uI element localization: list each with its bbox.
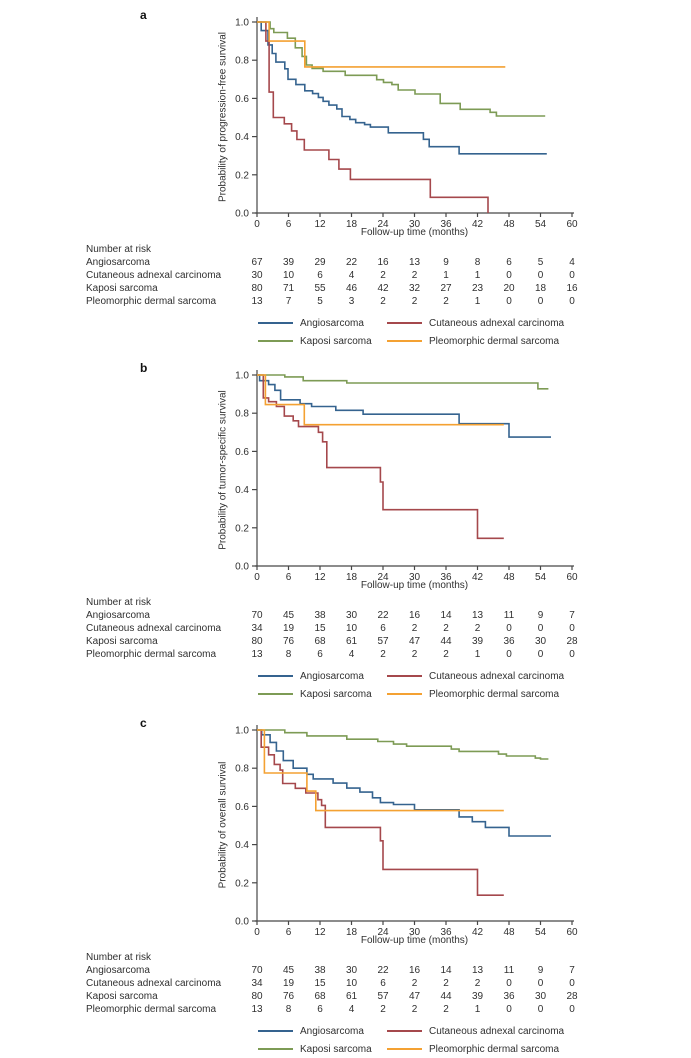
risk-row-label: Kaposi sarcoma (86, 283, 158, 294)
y-tick-label: 0.8 (235, 763, 249, 775)
risk-count: 6 (380, 623, 386, 634)
x-tick-label: 6 (285, 927, 292, 938)
risk-count: 1 (474, 296, 481, 307)
risk-count: 22 (345, 257, 358, 268)
legend-label: Pleomorphic dermal sarcoma (429, 1043, 560, 1055)
risk-row-label: Pleomorphic dermal sarcoma (86, 296, 217, 307)
x-tick-label: 42 (471, 219, 484, 230)
risk-count: 32 (408, 283, 421, 294)
risk-count: 14 (440, 965, 452, 976)
legend-label: Pleomorphic dermal sarcoma (429, 335, 560, 347)
legend-label: Pleomorphic dermal sarcoma (429, 688, 560, 700)
curve-pleomorphic-dermal-sarcoma (257, 730, 504, 811)
km-chart-b (0, 353, 691, 593)
panel-letter-c: c (140, 716, 147, 730)
legend-label: Angiosarcoma (300, 670, 364, 682)
risk-count: 6 (506, 257, 512, 268)
risk-count: 45 (282, 965, 295, 976)
legend-swatch-angiosarcoma (258, 322, 293, 324)
risk-count: 67 (251, 257, 263, 268)
x-tick-label: 48 (503, 572, 515, 583)
risk-count: 36 (503, 636, 515, 647)
risk-row-label: Cutaneous adnexal carcinoma (86, 978, 222, 989)
risk-count: 0 (569, 1004, 575, 1015)
risk-count: 4 (348, 649, 355, 660)
legend-item-angiosarcoma (258, 669, 364, 683)
risk-count: 19 (282, 978, 295, 989)
curve-angiosarcoma (257, 730, 551, 836)
risk-count: 28 (566, 991, 578, 1002)
x-tick-label: 6 (285, 572, 292, 583)
risk-count: 1 (474, 270, 481, 281)
risk-count: 4 (348, 270, 355, 281)
x-axis-title: Follow-up time (months) (360, 227, 469, 238)
risk-count: 5 (537, 257, 544, 268)
legend-label: Cutaneous adnexal carcinoma (429, 317, 565, 329)
x-axis-title: Follow-up time (months) (360, 935, 469, 946)
y-axis-title: Probability of progression-free survival (217, 31, 229, 203)
legend-item-kaposi-sarcoma (258, 1042, 372, 1056)
risk-row-label: Pleomorphic dermal sarcoma (86, 1004, 217, 1015)
risk-count: 8 (285, 649, 292, 660)
risk-count: 2 (380, 270, 386, 281)
risk-count: 2 (411, 978, 418, 989)
risk-count: 16 (408, 610, 421, 621)
risk-count: 6 (380, 978, 386, 989)
risk-count: 70 (251, 965, 263, 976)
risk-count: 0 (569, 296, 575, 307)
risk-count: 2 (411, 270, 418, 281)
risk-row-label: Angiosarcoma (86, 610, 150, 621)
curve-pleomorphic-dermal-sarcoma (257, 375, 504, 425)
legend-swatch-pleomorphic-dermal-sarcoma (387, 693, 422, 695)
risk-count: 9 (537, 965, 544, 976)
legend-item-angiosarcoma (258, 1024, 364, 1038)
risk-count: 45 (282, 610, 295, 621)
risk-count: 8 (285, 1004, 292, 1015)
risk-count: 39 (471, 636, 484, 647)
curve-angiosarcoma (257, 22, 547, 154)
number-at-risk-table (0, 610, 691, 664)
risk-row-pleomorphic-dermal-sarcoma (0, 296, 691, 309)
number-at-risk-title: Number at risk (86, 597, 152, 608)
risk-count: 2 (443, 978, 449, 989)
risk-count: 13 (471, 965, 484, 976)
x-tick-label: 60 (566, 927, 578, 938)
y-tick-label: 0.0 (235, 208, 249, 220)
risk-count: 2 (411, 296, 418, 307)
risk-count: 2 (380, 296, 386, 307)
km-chart-c (0, 708, 691, 948)
y-tick-label: 0.4 (235, 132, 249, 144)
legend-label: Cutaneous adnexal carcinoma (429, 1025, 565, 1037)
panel-c (0, 708, 691, 1058)
risk-row-angiosarcoma (0, 610, 691, 623)
risk-count: 15 (314, 978, 326, 989)
risk-count: 2 (474, 623, 481, 634)
risk-count: 10 (345, 978, 358, 989)
risk-count: 39 (282, 257, 295, 268)
risk-row-label: Pleomorphic dermal sarcoma (86, 649, 217, 660)
x-tick-label: 24 (377, 572, 389, 583)
legend-swatch-angiosarcoma (258, 1030, 293, 1032)
y-tick-label: 0.2 (235, 878, 249, 890)
legend-swatch-cutaneous-adnexal-carcinoma (387, 1030, 422, 1032)
risk-count: 19 (282, 623, 295, 634)
number-at-risk-table (0, 257, 691, 311)
risk-count: 36 (503, 991, 515, 1002)
risk-row-label: Cutaneous adnexal carcinoma (86, 623, 222, 634)
risk-count: 34 (251, 623, 263, 634)
risk-count: 7 (569, 610, 575, 621)
risk-count: 0 (569, 270, 575, 281)
risk-row-label: Angiosarcoma (86, 965, 150, 976)
risk-count: 2 (443, 296, 449, 307)
x-tick-label: 48 (503, 927, 515, 938)
x-tick-label: 54 (534, 219, 547, 230)
curve-pleomorphic-dermal-sarcoma (257, 22, 505, 67)
number-at-risk-table (0, 965, 691, 1019)
y-tick-label: 0.8 (235, 55, 249, 67)
risk-row-cutaneous-adnexal-carcinoma (0, 270, 691, 283)
x-tick-label: 12 (314, 219, 326, 230)
risk-count: 13 (251, 649, 263, 660)
curve-cutaneous-adnexal-carcinoma (257, 730, 504, 895)
risk-count: 0 (537, 270, 544, 281)
x-tick-label: 18 (345, 219, 358, 230)
risk-count: 9 (443, 257, 449, 268)
x-tick-label: 24 (377, 927, 389, 938)
risk-count: 2 (380, 1004, 386, 1015)
risk-count: 9 (537, 610, 544, 621)
risk-count: 16 (377, 257, 389, 268)
risk-count: 13 (408, 257, 421, 268)
risk-count: 34 (251, 978, 263, 989)
legend-swatch-angiosarcoma (258, 675, 293, 677)
risk-count: 0 (537, 978, 544, 989)
risk-count: 1 (443, 270, 449, 281)
risk-row-angiosarcoma (0, 257, 691, 270)
risk-row-kaposi-sarcoma (0, 636, 691, 649)
risk-row-label: Angiosarcoma (86, 257, 150, 268)
x-tick-label: 24 (377, 219, 389, 230)
risk-count: 76 (282, 636, 295, 647)
curve-kaposi-sarcoma (257, 22, 545, 116)
risk-count: 55 (314, 283, 326, 294)
risk-count: 22 (377, 610, 389, 621)
risk-row-label: Cutaneous adnexal carcinoma (86, 270, 222, 281)
risk-count: 28 (566, 636, 578, 647)
x-tick-label: 0 (254, 219, 260, 230)
x-tick-label: 36 (440, 219, 452, 230)
risk-row-cutaneous-adnexal-carcinoma (0, 623, 691, 636)
x-tick-label: 36 (440, 572, 452, 583)
legend-swatch-kaposi-sarcoma (258, 1048, 293, 1050)
legend-swatch-pleomorphic-dermal-sarcoma (387, 340, 422, 342)
risk-count: 39 (471, 991, 484, 1002)
risk-count: 2 (443, 623, 449, 634)
legend-item-pleomorphic-dermal-sarcoma (387, 1042, 559, 1056)
risk-count: 13 (251, 1004, 263, 1015)
legend-label: Cutaneous adnexal carcinoma (429, 670, 565, 682)
legend-item-angiosarcoma (258, 316, 364, 330)
number-at-risk-title: Number at risk (86, 952, 152, 963)
y-tick-label: 0.4 (235, 485, 249, 497)
curve-kaposi-sarcoma (257, 375, 548, 389)
risk-count: 44 (440, 636, 452, 647)
risk-count: 30 (534, 991, 547, 1002)
risk-count: 47 (408, 991, 421, 1002)
risk-count: 47 (408, 636, 421, 647)
risk-count: 57 (377, 991, 389, 1002)
legend-label: Kaposi sarcoma (300, 335, 372, 347)
legend-item-pleomorphic-dermal-sarcoma (387, 334, 559, 348)
risk-count: 68 (314, 636, 326, 647)
risk-count: 16 (566, 283, 578, 294)
curve-cutaneous-adnexal-carcinoma (257, 375, 504, 538)
y-tick-label: 0.0 (235, 916, 249, 928)
panel-b (0, 353, 691, 703)
y-axis-title: Probability of overall survival (217, 761, 229, 889)
panel-letter-a: a (140, 8, 147, 22)
x-tick-label: 30 (408, 927, 421, 938)
risk-count: 80 (251, 991, 263, 1002)
risk-count: 16 (408, 965, 421, 976)
legend-item-pleomorphic-dermal-sarcoma (387, 687, 559, 701)
risk-count: 15 (314, 623, 326, 634)
legend-item-kaposi-sarcoma (258, 334, 372, 348)
risk-count: 0 (537, 649, 544, 660)
x-axis-title: Follow-up time (months) (360, 580, 469, 591)
risk-row-kaposi-sarcoma (0, 283, 691, 296)
risk-count: 30 (345, 965, 358, 976)
risk-count: 14 (440, 610, 452, 621)
risk-count: 2 (443, 1004, 449, 1015)
panel-a (0, 0, 691, 350)
risk-count: 13 (251, 296, 263, 307)
x-tick-label: 12 (314, 927, 326, 938)
x-tick-label: 60 (566, 219, 578, 230)
number-at-risk-title: Number at risk (86, 244, 152, 255)
risk-count: 80 (251, 636, 263, 647)
legend-item-cutaneous-adnexal-carcinoma (387, 316, 564, 330)
risk-count: 57 (377, 636, 389, 647)
x-tick-label: 0 (254, 927, 260, 938)
risk-count: 7 (569, 965, 575, 976)
risk-count: 2 (411, 1004, 418, 1015)
risk-row-kaposi-sarcoma (0, 991, 691, 1004)
km-chart-a (0, 0, 691, 240)
risk-count: 23 (471, 283, 484, 294)
risk-count: 0 (506, 978, 512, 989)
risk-row-pleomorphic-dermal-sarcoma (0, 649, 691, 662)
legend-swatch-kaposi-sarcoma (258, 340, 293, 342)
x-tick-label: 30 (408, 219, 421, 230)
risk-count: 1 (474, 649, 481, 660)
x-tick-label: 48 (503, 219, 515, 230)
curve-angiosarcoma (257, 375, 551, 437)
risk-count: 20 (503, 283, 515, 294)
risk-count: 13 (471, 610, 484, 621)
risk-count: 0 (506, 296, 512, 307)
risk-row-angiosarcoma (0, 965, 691, 978)
risk-count: 2 (474, 978, 481, 989)
x-tick-label: 30 (408, 572, 421, 583)
risk-count: 30 (345, 610, 358, 621)
risk-count: 0 (506, 649, 512, 660)
risk-row-cutaneous-adnexal-carcinoma (0, 978, 691, 991)
risk-count: 8 (474, 257, 481, 268)
curve-kaposi-sarcoma (257, 730, 548, 759)
legend-item-cutaneous-adnexal-carcinoma (387, 1024, 564, 1038)
risk-row-label: Kaposi sarcoma (86, 991, 158, 1002)
x-tick-label: 18 (345, 927, 358, 938)
risk-count: 61 (345, 991, 358, 1002)
x-tick-label: 6 (285, 219, 292, 230)
risk-count: 0 (569, 649, 575, 660)
y-tick-label: 0.2 (235, 170, 249, 182)
risk-count: 0 (537, 1004, 544, 1015)
x-tick-label: 12 (314, 572, 326, 583)
y-tick-label: 0.6 (235, 801, 249, 813)
risk-count: 68 (314, 991, 326, 1002)
risk-count: 6 (317, 270, 323, 281)
risk-count: 6 (317, 1004, 323, 1015)
risk-count: 0 (537, 296, 544, 307)
legend-swatch-cutaneous-adnexal-carcinoma (387, 322, 422, 324)
risk-count: 4 (348, 1004, 355, 1015)
x-tick-label: 60 (566, 572, 578, 583)
risk-count: 22 (377, 965, 389, 976)
legend (0, 316, 691, 354)
risk-count: 10 (282, 270, 295, 281)
risk-count: 11 (503, 610, 515, 621)
legend-label: Kaposi sarcoma (300, 1043, 372, 1055)
risk-count: 27 (440, 283, 452, 294)
risk-count: 61 (345, 636, 358, 647)
legend-swatch-pleomorphic-dermal-sarcoma (387, 1048, 422, 1050)
risk-count: 0 (506, 623, 512, 634)
legend-item-kaposi-sarcoma (258, 687, 372, 701)
legend-label: Angiosarcoma (300, 317, 364, 329)
legend (0, 1024, 691, 1058)
panel-letter-b: b (140, 361, 148, 375)
y-tick-label: 1.0 (235, 17, 249, 29)
x-tick-label: 54 (534, 572, 547, 583)
x-tick-label: 0 (254, 572, 260, 583)
risk-row-label: Kaposi sarcoma (86, 636, 158, 647)
y-tick-label: 0.0 (235, 561, 249, 573)
x-tick-label: 36 (440, 927, 452, 938)
risk-count: 10 (345, 623, 358, 634)
x-tick-label: 54 (534, 927, 547, 938)
y-tick-label: 0.8 (235, 408, 249, 420)
risk-count: 38 (314, 965, 326, 976)
risk-count: 46 (345, 283, 358, 294)
risk-count: 29 (314, 257, 326, 268)
risk-count: 3 (348, 296, 355, 307)
legend-label: Angiosarcoma (300, 1025, 364, 1037)
legend (0, 669, 691, 707)
risk-count: 1 (474, 1004, 481, 1015)
risk-count: 80 (251, 283, 263, 294)
risk-count: 6 (317, 649, 323, 660)
y-tick-label: 1.0 (235, 725, 249, 737)
risk-count: 30 (251, 270, 263, 281)
x-tick-label: 42 (471, 572, 484, 583)
risk-count: 42 (377, 283, 389, 294)
curve-cutaneous-adnexal-carcinoma (257, 22, 488, 213)
legend-swatch-cutaneous-adnexal-carcinoma (387, 675, 422, 677)
risk-count: 0 (569, 623, 575, 634)
y-tick-label: 0.6 (235, 93, 249, 105)
legend-item-cutaneous-adnexal-carcinoma (387, 669, 564, 683)
legend-label: Kaposi sarcoma (300, 688, 372, 700)
x-tick-label: 42 (471, 927, 484, 938)
y-tick-label: 0.2 (235, 523, 249, 535)
risk-count: 18 (534, 283, 547, 294)
risk-count: 0 (569, 978, 575, 989)
risk-count: 2 (411, 623, 418, 634)
risk-count: 44 (440, 991, 452, 1002)
risk-count: 70 (251, 610, 263, 621)
x-tick-label: 18 (345, 572, 358, 583)
y-tick-label: 0.6 (235, 446, 249, 458)
y-axis-title: Probability of tumor-specific survival (217, 390, 229, 550)
legend-swatch-kaposi-sarcoma (258, 693, 293, 695)
risk-count: 4 (569, 257, 575, 268)
risk-count: 0 (537, 623, 544, 634)
risk-row-pleomorphic-dermal-sarcoma (0, 1004, 691, 1017)
risk-count: 0 (506, 270, 512, 281)
risk-count: 2 (443, 649, 449, 660)
risk-count: 7 (285, 296, 292, 307)
risk-count: 76 (282, 991, 295, 1002)
y-tick-label: 1.0 (235, 370, 249, 382)
risk-count: 0 (506, 1004, 512, 1015)
risk-count: 30 (534, 636, 547, 647)
risk-count: 2 (411, 649, 418, 660)
risk-count: 11 (503, 965, 515, 976)
y-tick-label: 0.4 (235, 840, 249, 852)
risk-count: 38 (314, 610, 326, 621)
risk-count: 5 (317, 296, 323, 307)
risk-count: 2 (380, 649, 386, 660)
risk-count: 71 (282, 283, 295, 294)
